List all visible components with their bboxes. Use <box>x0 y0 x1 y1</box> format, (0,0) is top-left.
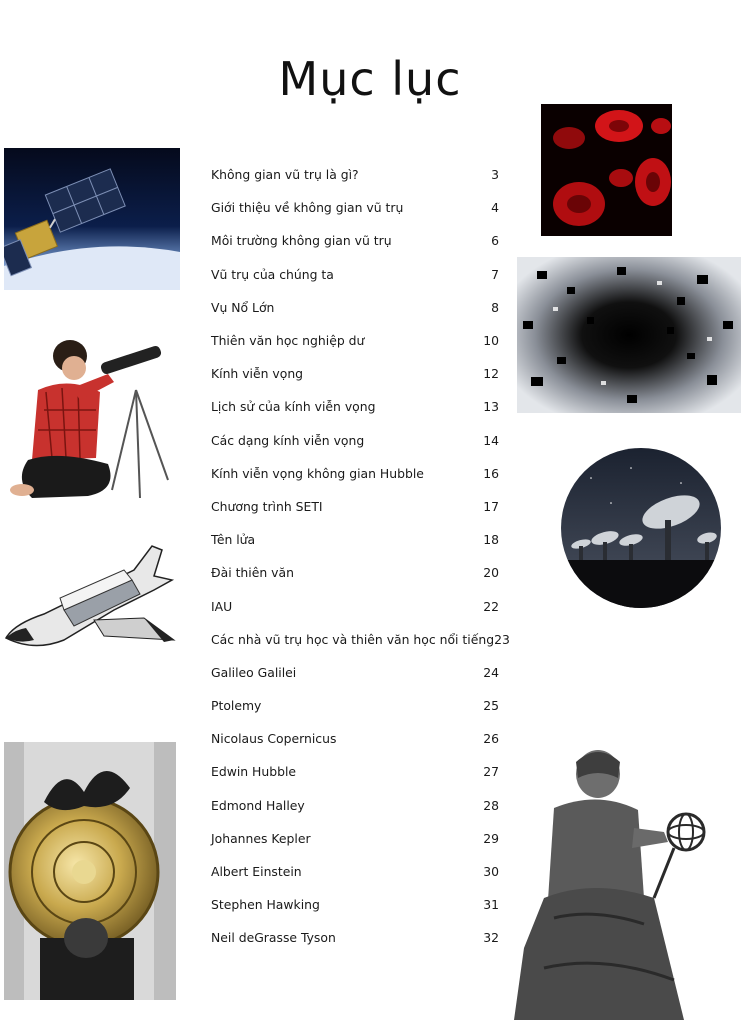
page-title: Mục lục <box>278 52 462 106</box>
toc-entry-label: Albert Einstein <box>211 864 302 880</box>
toc-entry-label: Môi trường không gian vũ trụ <box>211 233 392 249</box>
hawking-image <box>4 742 176 1000</box>
toc-entry-label: Ptolemy <box>211 698 262 714</box>
toc-entry-page: 30 <box>483 864 499 880</box>
toc-entry-label: Galileo Galilei <box>211 664 297 680</box>
toc-entry-page: 28 <box>483 797 499 813</box>
toc-entry-page: 23 <box>494 631 510 647</box>
toc-entry[interactable] <box>211 556 499 589</box>
toc-entry-label: IAU <box>211 598 233 614</box>
boy-telescope-image <box>8 330 178 505</box>
toc-entry-page: 32 <box>483 930 499 946</box>
toc-entry[interactable] <box>211 258 499 291</box>
toc-entry-label: Các nhà vũ trụ học và thiên văn học nổi tiếng <box>211 631 495 647</box>
toc-entry-page: 18 <box>483 532 499 548</box>
toc-entry-label: Vụ Nổ Lớn <box>211 299 275 315</box>
toc-entry-page: 10 <box>483 333 499 349</box>
toc-entry[interactable] <box>211 722 499 755</box>
toc-entry-page: 6 <box>491 233 499 249</box>
toc-entry-label: Kính viễn vọng không gian Hubble <box>211 465 424 481</box>
toc-entry-label: Các dạng kính viễn vọng <box>211 432 365 448</box>
toc-entry-page: 27 <box>483 764 499 780</box>
toc-entry[interactable] <box>211 623 510 656</box>
toc-entry-page: 26 <box>483 731 499 747</box>
toc-entry[interactable] <box>211 888 499 921</box>
toc-entry-label: Kính viễn vọng <box>211 366 304 382</box>
toc-entry[interactable] <box>211 291 499 324</box>
toc-entry-label: Giới thiệu về không gian vũ trụ <box>211 200 404 216</box>
toc-entry[interactable] <box>211 589 499 622</box>
toc-entry-page: 31 <box>483 897 499 913</box>
toc-entry[interactable] <box>211 191 499 224</box>
toc-entry[interactable] <box>211 457 499 490</box>
toc-entry-page: 8 <box>491 299 499 315</box>
toc-entry-label: Nicolaus Copernicus <box>211 731 337 747</box>
toc-entry[interactable] <box>211 921 499 954</box>
radar-icon <box>561 448 721 608</box>
toc-entry-page: 17 <box>483 498 499 514</box>
space-shuttle-image <box>4 540 176 652</box>
toc-entry-page: 20 <box>483 565 499 581</box>
cells-icon <box>541 104 672 236</box>
toc-entry[interactable] <box>211 523 499 556</box>
toc-entry[interactable] <box>211 656 499 689</box>
toc-entry[interactable] <box>211 689 499 722</box>
toc-entry-page: 25 <box>483 698 499 714</box>
toc-entry-label: Thiên văn học nghiệp dư <box>211 333 365 349</box>
toc-entry[interactable] <box>211 158 499 191</box>
toc-entry-page: 12 <box>483 366 499 382</box>
toc-entry-page: 7 <box>491 266 499 282</box>
toc-entry-page: 29 <box>483 830 499 846</box>
toc-entry-label: Đài thiên văn <box>211 565 294 581</box>
satellite-icon <box>4 148 180 290</box>
toc-entry-label: Không gian vũ trụ là gì? <box>211 167 359 183</box>
toc-entry-label: Lịch sử của kính viễn vọng <box>211 399 376 415</box>
copernicus-statue-image <box>514 748 710 1020</box>
big-bang-image <box>517 257 741 413</box>
toc-entry[interactable] <box>211 755 499 788</box>
toc-entry[interactable] <box>211 855 499 888</box>
blood-cells-image <box>541 104 672 236</box>
toc-entry-page: 14 <box>483 432 499 448</box>
toc-entry[interactable] <box>211 324 499 357</box>
satellite-image <box>4 148 180 290</box>
toc-entry-page: 22 <box>483 598 499 614</box>
shuttle-icon <box>4 540 176 652</box>
toc-entry[interactable] <box>211 357 499 390</box>
toc-entry-page: 3 <box>491 167 499 183</box>
toc-entry[interactable] <box>211 822 499 855</box>
toc-entry-page: 4 <box>491 200 499 216</box>
toc-entry[interactable] <box>211 390 499 423</box>
toc-entry[interactable] <box>211 224 499 257</box>
toc-entry-label: Edmond Halley <box>211 797 305 813</box>
portrait-icon <box>4 742 176 1000</box>
toc-entry-page: 24 <box>483 664 499 680</box>
toc-entry-page: 16 <box>483 465 499 481</box>
toc-entry-label: Neil deGrasse Tyson <box>211 930 336 946</box>
table-of-contents <box>211 158 510 955</box>
radio-telescopes-image <box>561 448 721 608</box>
toc-entry-label: Stephen Hawking <box>211 897 320 913</box>
toc-entry-label: Chương trình SETI <box>211 498 323 514</box>
toc-entry-label: Edwin Hubble <box>211 764 297 780</box>
toc-entry[interactable] <box>211 424 499 457</box>
toc-entry[interactable] <box>211 490 499 523</box>
telescope-icon <box>8 330 178 505</box>
statue-icon <box>514 748 710 1020</box>
explosion-icon <box>517 257 741 413</box>
toc-entry-label: Vũ trụ của chúng ta <box>211 266 334 282</box>
toc-entry[interactable] <box>211 789 499 822</box>
toc-entry-label: Tên lửa <box>211 532 256 548</box>
toc-entry-page: 13 <box>483 399 499 415</box>
toc-entry-label: Johannes Kepler <box>211 830 311 846</box>
